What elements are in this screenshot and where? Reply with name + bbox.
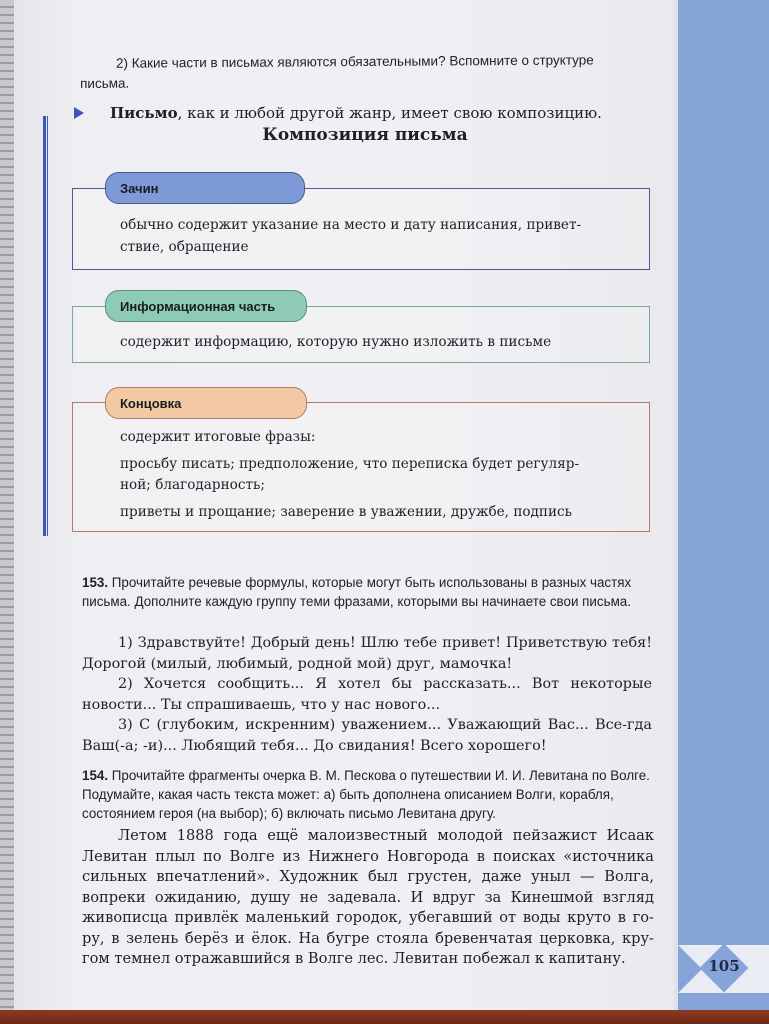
lead-rest: , как и любой другой жанр, имеет свою композицию.: [177, 104, 602, 122]
question-2: [80, 50, 652, 94]
question-text: 2) Какие части в письмах являются обязательными? Вспомните о структуре: [115, 52, 594, 71]
text-line: ру, в зелень берёз и ёлок. На бугре стояла бревенчатая церковка, кру-: [82, 929, 654, 947]
text-line: вопреки ожиданию, душу не задевала. И вдруг за Кинешмой взгляд: [82, 888, 654, 906]
exercise-154-instruction: [82, 766, 654, 823]
exercise-153-phrases: [82, 633, 652, 756]
composition-label-opening: Зачин: [105, 172, 305, 204]
exercise-153-instruction: [82, 573, 654, 611]
question-continuation: письма.: [80, 75, 130, 91]
exercise-number: 154.: [82, 768, 109, 783]
composition-text-closing: [120, 427, 640, 523]
book-cover-edge: [0, 1010, 769, 1024]
phrase-group-3: 3) С (глубоким, искренним) уважением... Уважающий Вас... Все-гда Ваш(-а; -и)... Любящий тебя... До свидания! Всего хорошего!: [82, 717, 652, 754]
text-line: ной; благодарность;: [120, 477, 265, 493]
text-line: гом темнел отражавшийся в Волге лес. Левитан побежал к капитану.: [82, 950, 626, 967]
exercise-154-text: [82, 826, 654, 970]
text-line: Левитан плыл по Волге из Нижнего Новгорода в поисках «источника: [82, 847, 654, 865]
phrase-group-2: 2) Хочется сообщить... Я хотел бы рассказать... Вот некоторые новости... Ты спрашиваешь, что у нас нового...: [82, 676, 652, 713]
triangle-ornament-icon: [678, 945, 702, 993]
page-number: 105: [708, 957, 740, 975]
text-line: ствие, обращение: [120, 239, 249, 255]
section-title: Композиция письма: [262, 125, 468, 145]
text-line: приветы и прощание; заверение в уважении, дружбе, подпись: [120, 504, 573, 520]
text-line: сильных впечатлений». Художник был грустен, даже уныл — Волга,: [82, 868, 654, 885]
lead-statement: [110, 102, 650, 124]
text-line: просьбу писать; предположение, что переписка будет регуляр-: [120, 456, 580, 472]
composition-text-body: [120, 331, 640, 353]
book-spine: [0, 0, 14, 1024]
composition-label-closing: Концовка: [105, 387, 307, 419]
composition-label-body: Информационная часть: [105, 290, 307, 322]
section-vertical-rule: [43, 116, 48, 536]
side-color-band: [678, 0, 769, 1010]
triangle-marker-icon: [74, 107, 84, 119]
phrase-group-1: 1) Здравствуйте! Добрый день! Шлю тебе привет! Приветствую тебя! Дорогой (милый, любимый, родной мой) друг, мамочка!: [82, 635, 652, 672]
text-line: содержит итоговые фразы:: [120, 429, 316, 445]
exercise-instruction: Прочитайте фрагменты очерка В. М. Пескова о путешествии И. И. Левитана по Волге. Подумайте, какая часть текста может: а) быть дополнена описанием Волги, корабля, состоянием героя (на выбор); б) включать письмо Левитана другу.: [82, 768, 650, 821]
composition-text-opening: [120, 214, 640, 258]
exercise-number: 153.: [82, 575, 109, 590]
exercise-instruction: Прочитайте речевые формулы, которые могут быть использованы в разных частях письма. Дополните каждую группу теми фразами, которыми вы начинаете свои письма.: [82, 575, 632, 609]
text-line: живописца привлёк маленький городок, убегавший от воды круто в го-: [82, 909, 654, 926]
text-line: Летом 1888 года ещё малоизвестный молодой пейзажист Исаак: [118, 827, 654, 844]
text-line: обычно содержит указание на место и дату написания, привет-: [120, 217, 582, 233]
text-line: содержит информацию, которую нужно изложить в письме: [120, 334, 552, 350]
lead-bold: Письмо: [110, 104, 178, 122]
